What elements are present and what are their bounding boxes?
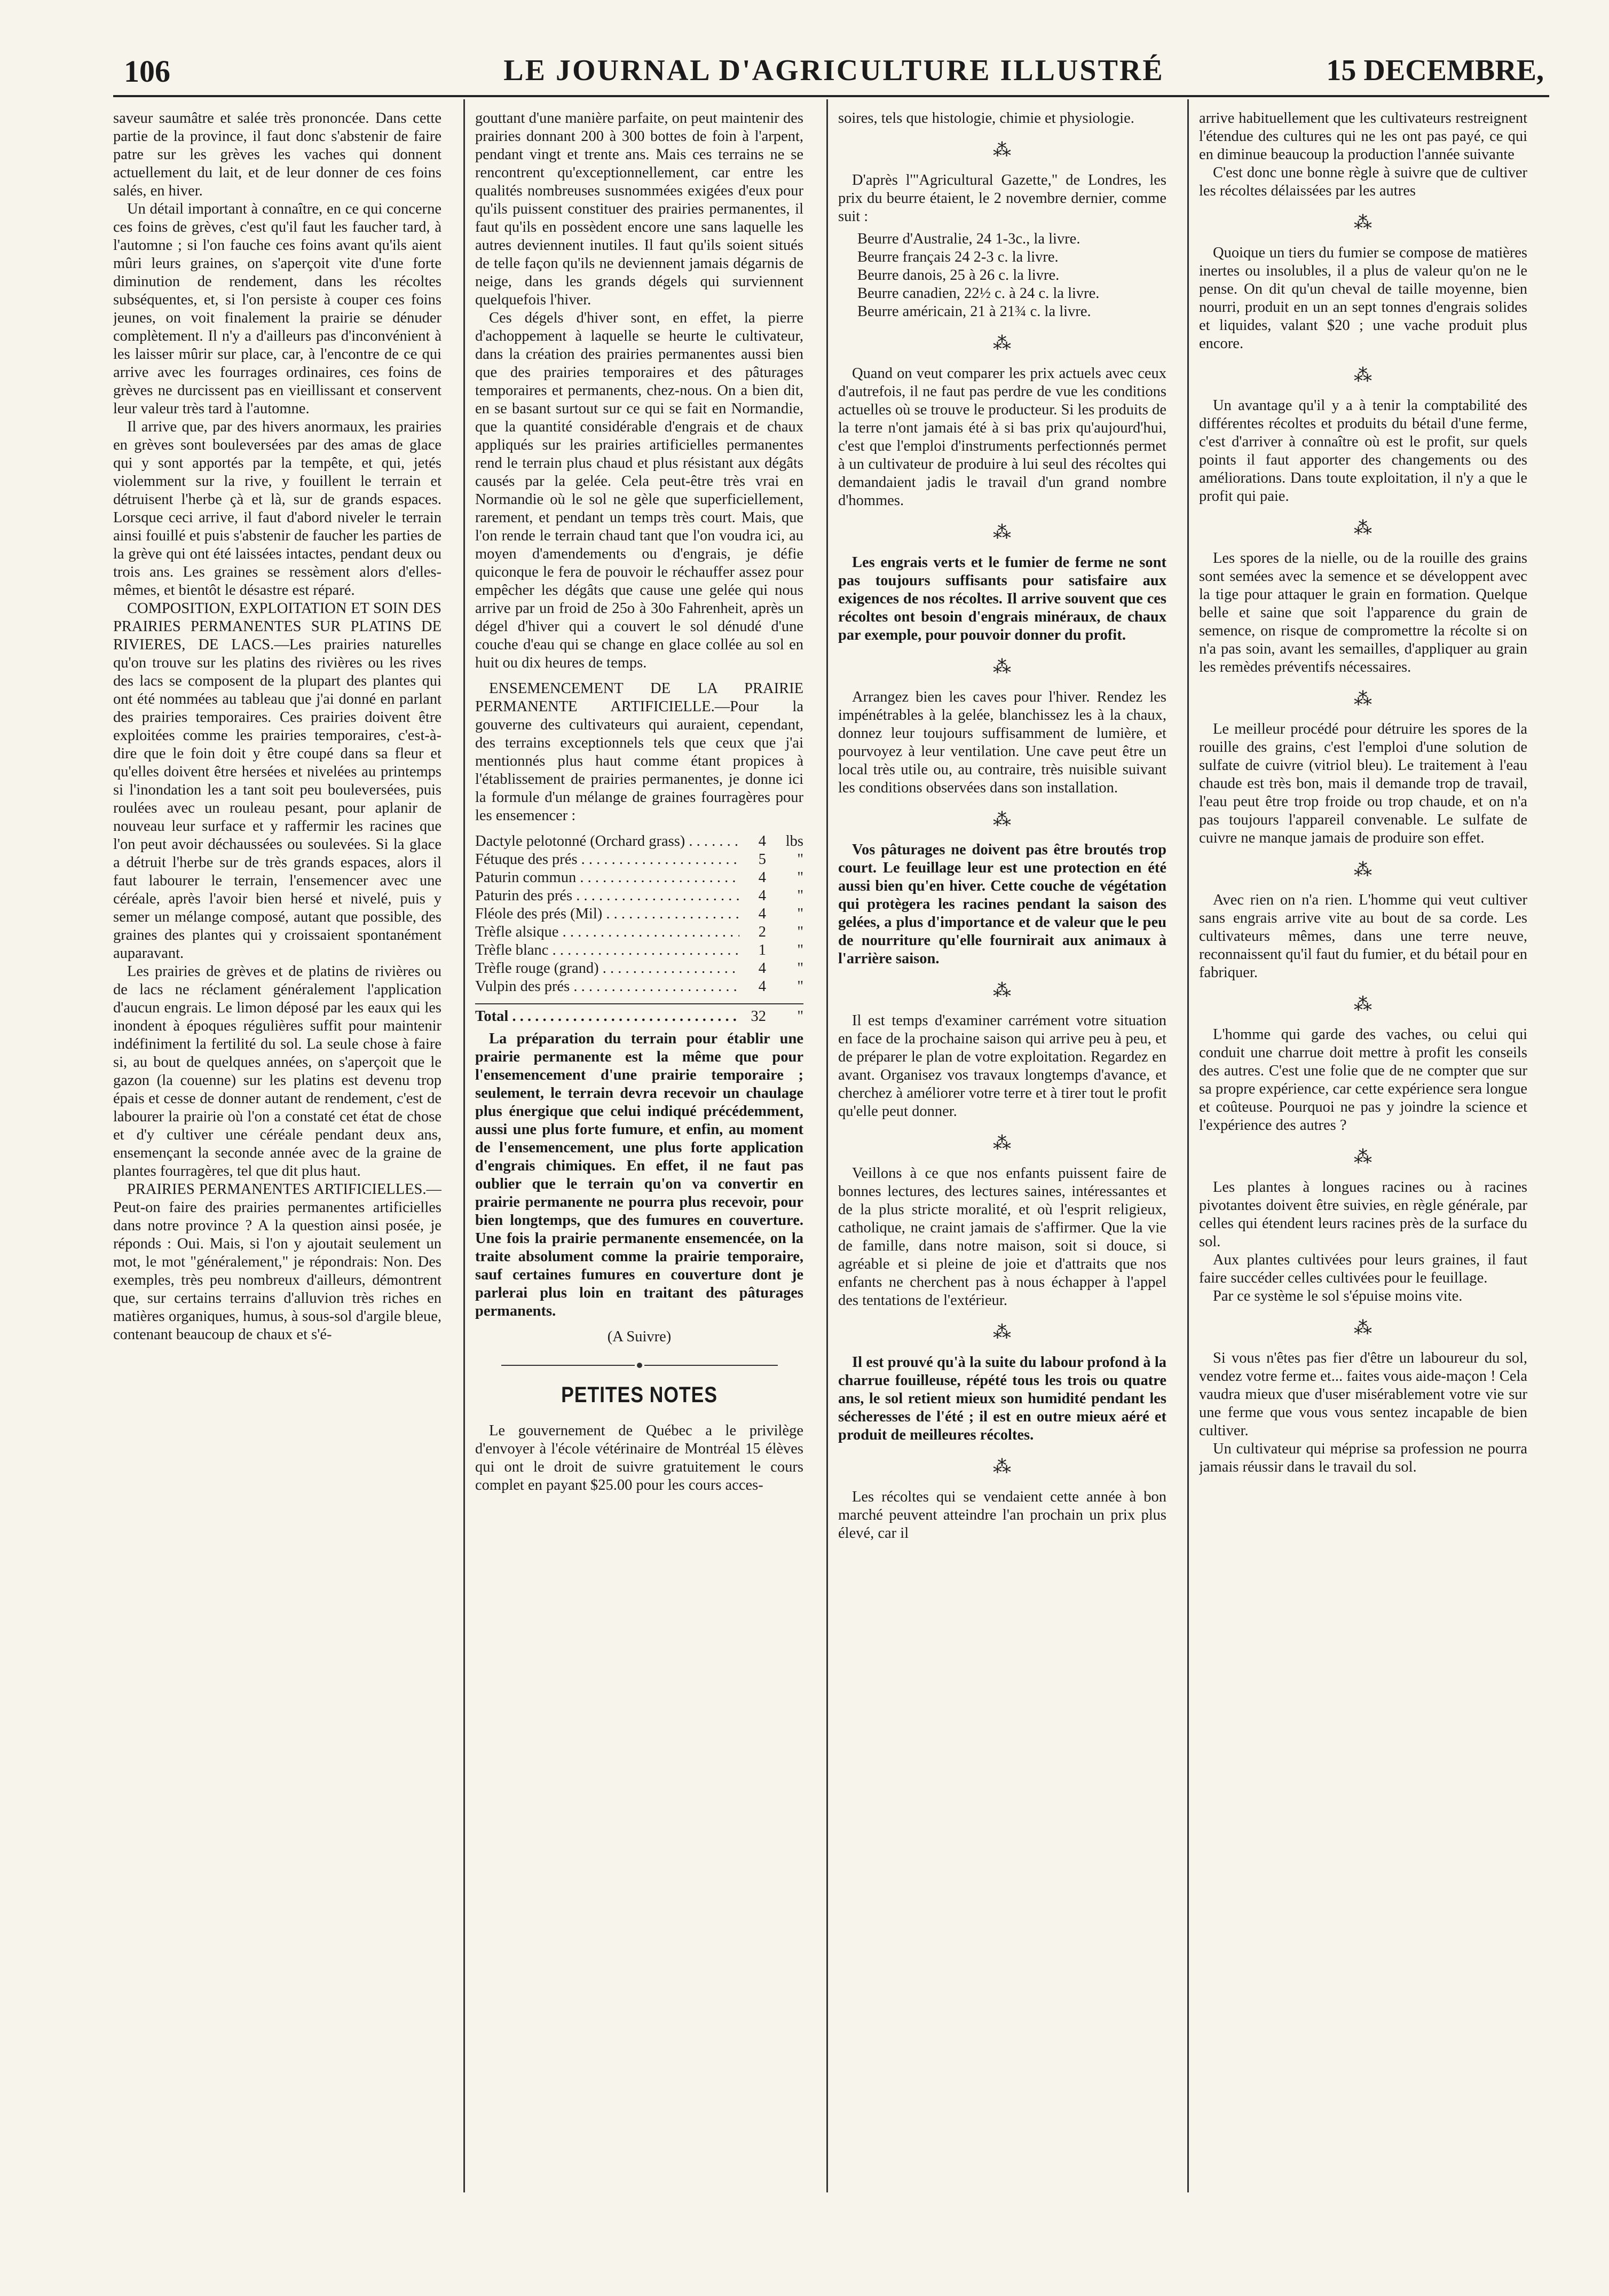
seed-qty: 5 xyxy=(758,851,766,868)
total-qty: 32 xyxy=(751,1008,766,1025)
asterism-separator: ⁂ xyxy=(1354,518,1373,538)
paragraph: Un cultivateur qui méprise sa profession ne pourra jamais réussir dans le travail du sol. xyxy=(1199,1441,1527,1475)
column-2 xyxy=(475,109,803,2208)
seed-name: Vulpin des prés . . . xyxy=(475,978,739,996)
seed-qty: 4 xyxy=(758,906,766,922)
paragraph: Ces dégels d'hiver sont, en effet, la pierre d'achoppement à laquelle se heurte le cultivateur, dans la création des prairies permanentes aussi bien que des prairies temporaires et des pâturages temporaires et permanents, chez-nous. On a bien dit, en se basant surtout sur ce qui se fait en Normandie, que la quantité considérable d'engrais et de chaux appliqués sur les prairies artificielles permanentes rend le terrain plus chaud et plus résistant aux dégâts causés par la gelée. Cela peut-être très vrai en Normandie où le sol ne gèle que superficiellement, rarement, et pendant un temps très court. Mais, que l'on rende le terrain chaud tant que l'on voudra ici, au moyen d'amendements ou d'engrais, je défie quiconque le fera de pouvoir le réchauffer assez pour empêcher les dégâts que cause une gelée qui nous arrive par un froid de 25o à 30o Fahrenheit, après un dégel d'hiver qui a couvert le sol dénudé d'une couche d'eau qui se change en glace collée au sol en huit ou dix heures de temps. xyxy=(475,310,803,671)
asterism-separator: ⁂ xyxy=(993,657,1012,677)
column-divider xyxy=(463,99,465,2192)
seed-unit: " xyxy=(797,887,803,904)
paragraph: Il est temps d'examiner carrément votre situation en face de la prochaine saison qui arrive peu à peu, et de préparer le plan de votre exploitation. Regardez en avant. Organisez vos travaux longtemps d'avance, et cherchez à améliorer votre terre et à tirer tout le profit qu'elle peut donner. xyxy=(838,1012,1166,1120)
column-1 xyxy=(113,109,441,2208)
ornamental-divider xyxy=(475,1356,803,1374)
seed-name: Trèfle rouge (grand) . . . xyxy=(475,960,739,978)
paragraph: PRAIRIES PERMANENTES ARTIFICIELLES.—Peut-on faire des prairies permanentes artificielles dans notre province ? A la question ainsi posée, je réponds : Oui. Mais, si l'on y ajoutait seulement un mot, le mot "généralement," je répondrais: Non. Des exemples, très peu nombreux d'ailleurs, démontrent que, sur certains terrains d'alluvion très riches en matières organiques, humus, à sous-sol d'argile bleue, contenant beaucoup de chaux et s'é- xyxy=(113,1181,441,1343)
seed-qty: 4 xyxy=(758,960,766,977)
asterism-separator: ⁂ xyxy=(1354,213,1373,233)
header-rule xyxy=(113,95,1549,97)
list-item: Beurre français 24 2-3 c. la livre. xyxy=(857,249,1059,265)
table-row xyxy=(475,960,803,978)
section-title: PETITES NOTES xyxy=(561,1382,717,1407)
table-row xyxy=(475,941,803,960)
page-number: 106 xyxy=(124,54,170,89)
paragraph: Un avantage qu'il y a à tenir la comptabilité des différentes récoltes et produits du bétail d'une ferme, c'est d'arriver à connaître où est le profit, sur quels points il faut apporter des changements ou des améliorations. Dans toute exploitation, il n'y a que le profit qui paie. xyxy=(1199,397,1527,505)
seed-name: Fétuque des prés . . . xyxy=(475,851,739,869)
to-be-continued: (A Suivre) xyxy=(607,1328,672,1345)
seed-unit: " xyxy=(797,869,803,886)
seed-name: Fléole des prés (Mil) . . . xyxy=(475,905,739,923)
seed-qty: 4 xyxy=(758,978,766,995)
paragraph: Les spores de la nielle, ou de la rouille des grains sont semées avec la semence et se développent avec la tige pour attaquer le grain en formation. Quelque belle et saine que soit l'apparence du grain de semence, on risque de compromettre la récolte si on n'a pas soin, avant les semailles, d'appliquer au grain les remèdes préventifs nécessaires. xyxy=(1199,550,1527,675)
asterism-separator: ⁂ xyxy=(1354,689,1373,709)
column-divider xyxy=(1187,99,1189,2192)
paragraph: Quand on veut comparer les prix actuels avec ceux d'autrefois, il ne faut pas perdre de vue les conditions actuelles où se trouve le producteur. Si les produits de la terre n'ont jamais été à si bas prix qu'aujourd'hui, c'est que l'emploi d'instruments perfectionnés permet à un cultivateur de produire à lui seul des récoltes qui demandaient jadis le travail d'un grand nombre d'hommes. xyxy=(838,365,1166,509)
asterism-separator: ⁂ xyxy=(993,1457,1012,1477)
paragraph: arrive habituellement que les cultivateurs restreignent l'étendue des cultures qui ne les ont pas payé, ce qui en diminue beaucoup la production l'année suivante xyxy=(1199,110,1527,163)
paragraph: Vos pâturages ne doivent pas être broutés trop court. Le feuillage leur est une protection en été aussi bien qu'en hiver. Cette couche de végétation qui protègera les racines pendant la saison des gelées, a plus d'importance et de valeur que le peu de nourriture qu'elle fournirait aux animaux à l'arrière saison. xyxy=(838,842,1166,967)
column-3 xyxy=(838,109,1166,2208)
table-row xyxy=(475,832,803,851)
paragraph: La préparation du terrain pour établir une prairie permanente est la même que pour l'ensemencement d'une prairie temporaire ; seulement, le terrain devra recevoir un chaulage plus énergique que celui indiqué précédemment, aussi une plus forte fumure, et enfin, au moment de l'ensemencement, une plus forte application d'engrais chimiques. En effet, il ne faut pas oublier que le terrain qu'on va convertir en prairie permanente ne pourra plus recevoir, pour bien longtemps, que des fumures en couverture. Une fois la prairie permanente ensemencée, on la traite absolument comme la prairie temporaire, sauf certaines fumures en couverture dont je parlerai plus loin en traitant des pâturages permanents. xyxy=(475,1031,803,1319)
column-4 xyxy=(1199,109,1527,2208)
journal-title: LE JOURNAL D'AGRICULTURE ILLUSTRÉ xyxy=(503,54,1164,87)
paragraph: D'après l'"Agricultural Gazette," de Londres, les prix du beurre étaient, le 2 novembre dernier, comme suit : xyxy=(838,172,1166,225)
paragraph: Avec rien on n'a rien. L'homme qui veut cultiver sans engrais arrive vite au bout de sa corde. Les cultivateurs mêmes, dans une terre neuve, reconnaissent qu'il faut du fumier, et du bétail pour en fabriquer. xyxy=(1199,892,1527,981)
paragraph: soires, tels que histologie, chimie et physiologie. xyxy=(838,110,1134,127)
asterism-separator: ⁂ xyxy=(1354,860,1373,880)
list-item: Beurre d'Australie, 24 1-3c., la livre. xyxy=(857,231,1080,247)
column-divider xyxy=(826,99,828,2192)
issue-date: 15 DECEMBRE, xyxy=(1326,54,1544,87)
paragraph: Quoique un tiers du fumier se compose de matières inertes ou insolubles, il a plus de valeur qu'on ne le pense. On dit qu'un cheval de taille moyenne, bien nourri, produit en un an sept tonnes d'engrais solides et liquides, valant $20 ; une vache produit plus encore. xyxy=(1199,245,1527,352)
total-label: Total . . . xyxy=(475,1008,739,1026)
seed-name: Paturin commun . . . xyxy=(475,869,739,887)
seed-qty: 1 xyxy=(758,942,766,958)
asterism-separator: ⁂ xyxy=(993,981,1012,1001)
page-header xyxy=(124,53,1544,96)
seed-name: Paturin des prés . . . xyxy=(475,887,739,905)
asterism-separator: ⁂ xyxy=(1354,366,1373,386)
paragraph: Par ce système le sol s'épuise moins vite. xyxy=(1213,1288,1463,1304)
paragraph: C'est donc une bonne règle à suivre que de cultiver les récoltes délaissées par les autres xyxy=(1199,164,1527,199)
seed-name: Dactyle pelotonné (Orchard grass) . . . xyxy=(475,832,739,851)
table-row xyxy=(475,978,803,996)
paragraph: saveur saumâtre et salée très prononcée. Dans cette partie de la province, il faut donc s'abstenir de faire patre sur les grèves les vaches qui donnent actuellement du lait, et de leur donner de ces foins salés, en hiver. xyxy=(113,110,441,199)
seed-name: Trèfle alsique . . . xyxy=(475,923,739,941)
asterism-separator: ⁂ xyxy=(1354,995,1373,1015)
paragraph: Arrangez bien les caves pour l'hiver. Rendez les impénétrables à la gelée, blanchissez les à la chaux, donnez leur toujours suffisamment de lumière, et pourvoyez à leur ventilation. Une cave peut être un local très utile ou, au contraire, très nuisible suivant les conditions observées dans son installation. xyxy=(838,689,1166,796)
table-row xyxy=(475,905,803,923)
list-item: Beurre canadien, 22½ c. à 24 c. la livre. xyxy=(857,285,1100,302)
paragraph: Veillons à ce que nos enfants puissent faire de bonnes lectures, des lectures saines, intéressantes et de la plus stricte moralité, et où l'esprit religieux, catholique, ne craint jamais de s'affirmer. Que la vie de famille, dans notre maison, soit si douce, si agréable et si pleine de joie et d'attraits que nos enfants ne cherchent pas à nous échapper à l'appel des tentations de l'extérieur. xyxy=(838,1165,1166,1309)
seed-unit: " xyxy=(797,851,803,868)
list-item: Beurre danois, 25 à 26 c. la livre. xyxy=(857,267,1060,284)
butter-price-list xyxy=(857,230,1166,321)
asterism-separator: ⁂ xyxy=(1354,1147,1373,1167)
asterism-separator: ⁂ xyxy=(993,1134,1012,1153)
seed-qty: 4 xyxy=(758,887,766,904)
asterism-separator: ⁂ xyxy=(993,810,1012,830)
seed-unit: " xyxy=(797,978,803,995)
asterism-separator: ⁂ xyxy=(1354,1318,1373,1338)
asterism-separator: ⁂ xyxy=(993,1323,1012,1342)
paragraph: Un détail important à connaître, en ce qui concerne ces foins de grèves, c'est qu'il faut les faucher tard, à l'automne ; si l'on fauche ces foins avant qu'ils aient mûri leurs graines, on s'aperçoit vite d'une forte diminution de rendement, dans les récoltes subséquentes, et, si l'on persiste à couper ces foins jeunes, on voit finalement la prairie se dénuder complètement. Il n'y a d'ailleurs pas d'inconvénient à les laisser mûrir sur place, car, à l'encontre de ce qui arrive avec les fourrages ordinaires, ces foins de grèves ne durcissent pas en vieillissant et conservent leur valeur très tard à l'automne. xyxy=(113,201,441,417)
paragraph: Le meilleur procédé pour détruire les spores de la rouille des grains, c'est l'emploi d'une solution de sulfate de cuivre (vitriol bleu). Le traitement à l'eau chaude est très bon, mais il demande trop de travail, l'eau peut être trop froide ou trop chaude, et on n'a pas toujours l'appareil convenable. Le sulfate de cuivre ne manque jamais de produire son effet. xyxy=(1199,721,1527,846)
paragraph: gouttant d'une manière parfaite, on peut maintenir des prairies donnant 200 à 300 bottes de foin à l'arpent, pendant vingt et trente ans. Mais ces terrains ne se rencontrent qu'exceptionnellement, car entre les qualités nombreuses susnommées exigées d'eux pour qu'ils puissent constituer des prairies permanentes, il faut qu'ils en possèdent encore une sans laquelle les autres deviennent inutiles. Il faut qu'ils soient situés de telle façon qu'ils ne deviennent jamais dégarnis de neige, dans les grands dégels qui surviennent quelquefois l'hiver. xyxy=(475,110,803,308)
asterism-separator: ⁂ xyxy=(993,334,1012,353)
table-row xyxy=(475,923,803,941)
paragraph: Si vous n'êtes pas fier d'être un laboureur du sol, vendez votre ferme et... faites vous aide-maçon ! Cela vaudra mieux que d'user misérablement votre vie sur une ferme que vous vous sentez incapable de bien cultiver. xyxy=(1199,1350,1527,1439)
paragraph: Il est prouvé qu'à la suite du labour profond à la charrue fouilleuse, répété tous les trois ou quatre ans, le sol retient mieux son humidité pendant les sécheresses de l'été ; il est en outre mieux aéré et produit de meilleures récoltes. xyxy=(838,1354,1166,1443)
paragraph: L'homme qui garde des vaches, ou celui qui conduit une charrue doit mettre à profit les conseils des autres. C'est une folie que de ne compter que sur sa propre expérience, car cette expérience sera longue et coûteuse. Pourquoi ne pas y joindre la science et l'expérience des autres ? xyxy=(1199,1026,1527,1134)
seed-unit: " xyxy=(797,960,803,977)
seed-qty: 4 xyxy=(758,869,766,886)
seed-mixture-table xyxy=(475,832,803,1026)
paragraph: Aux plantes cultivées pour leurs graines, il faut faire succéder celles cultivées pour le feuillage. xyxy=(1199,1252,1527,1286)
seed-name: Trèfle blanc . . . xyxy=(475,941,739,960)
paragraph: Les engrais verts et le fumier de ferme ne sont pas toujours suffisants pour satisfaire aux exigences de nos récoltes. Il arrive souvent que ces récoltes ont besoin d'engrais minéraux, de chaux par exemple, pour pouvoir donner du profit. xyxy=(838,554,1166,643)
table-total-row xyxy=(475,1003,803,1026)
paragraph: Les prairies de grèves et de platins de rivières ou de lacs ne réclament généralement l'application d'aucun engrais. Le limon déposé par les eaux qui les inondent à époques régulières suffit pour maintenir indéfiniment la fertilité du sol. La seule chose à faire si, au bout de quelques années, on s'aperçoit que le gazon (la couenne) sur les platins est devenu trop épais et cesse de donner autant de rendement, c'est de labourer la prairie où l'on a constaté cet état de chose et d'y cultiver une céréale pendant deux ans, ensemençant la seconde année avec de la graine de plantes fourragères, tel que dit plus haut. xyxy=(113,963,441,1180)
asterism-separator: ⁂ xyxy=(993,140,1012,160)
paragraph: ENSEMENCEMENT DE LA PRAIRIE PERMANENTE ARTIFICIELLE.—Pour la gouverne des cultivateurs qui auraient, cependant, des terrains exceptionnels tels que ceux que j'ai mentionnés plus haut comme étant propices à l'établissement de prairies permanentes, je donne ici la formule d'un mélange de graines fourragères pour les ensemencer : xyxy=(475,680,803,824)
seed-qty: 4 xyxy=(758,833,766,850)
paragraph: Les plantes à longues racines ou à racines pivotantes doivent être suivies, en règle générale, par celles qui étendent leurs racines près de la surface du sol. xyxy=(1199,1179,1527,1250)
paragraph: Les récoltes qui se vendaient cette année à bon marché peuvent atteindre l'an prochain un prix plus élevé, car il xyxy=(838,1489,1166,1542)
seed-unit: " xyxy=(797,942,803,958)
table-row xyxy=(475,887,803,905)
seed-unit: " xyxy=(797,906,803,922)
seed-unit: " xyxy=(797,924,803,940)
paragraph: Le gouvernement de Québec a le privilège d'envoyer à l'école vétérinaire de Montréal 15 élèves qui ont le droit de suivre gratuitement le cours complet en payant $25.00 pour les cours acces- xyxy=(475,1422,803,1493)
table-row xyxy=(475,851,803,869)
paragraph: COMPOSITION, EXPLOITATION ET SOIN DES PRAIRIES PERMANENTES SUR PLATINS DE RIVIERES, DE LACS.—Les prairies naturelles qu'on trouve sur les platins des rivières ou les rives des lacs se composent de la plupart des plantes qui ont été nommées au tableau que j'ai donné en parlant des prairies temporaires. Ces prairies doivent être exploitées comme les prairies temporaires, c'est-à-dire que le foin doit y être coupé dans sa fleur et qu'elles doivent être hersées et nivelées au printemps si l'inondation les a tant soit peu bouleversées, puis roulées avec un rouleau pesant, pour aplanir de nouveau leur surface et y raffermir les racines que l'on peut avoir déchaussées ou soulevées. Si la glace a détruit l'herbe sur de très grands espaces, alors il faut labourer le terrain, l'ensemencer avec une céréale, après l'avoir bien hersé et nivelé, puis y semer un mélange composé, autant que possible, des graines des plantes qui y croissaient spontanément auparavant. xyxy=(113,600,441,962)
list-item: Beurre américain, 21 à 21¾ c. la livre. xyxy=(857,303,1091,320)
paragraph: Il arrive que, par des hivers anormaux, les prairies en grèves sont bouleversées par des amas de glace qui y sont apportés par la tempête, et qui, jetés violemment sur la rive, y fouillent le terrain et détruisent l'herbe çà et là, sur de grands espaces. Lorsque ceci arrive, il faut d'abord niveler le terrain ainsi fouillé et puis s'abstenir de faucher les parties de la grève qui ont été laissées intactes, pendant deux ou trois ans. Les graines se ressèment alors d'elles-mêmes, et bientôt le désastre est réparé. xyxy=(113,419,441,599)
table-row xyxy=(475,869,803,887)
seed-unit: lbs xyxy=(785,833,803,850)
asterism-separator: ⁂ xyxy=(993,523,1012,542)
seed-qty: 2 xyxy=(758,924,766,940)
total-unit: " xyxy=(797,1008,803,1025)
